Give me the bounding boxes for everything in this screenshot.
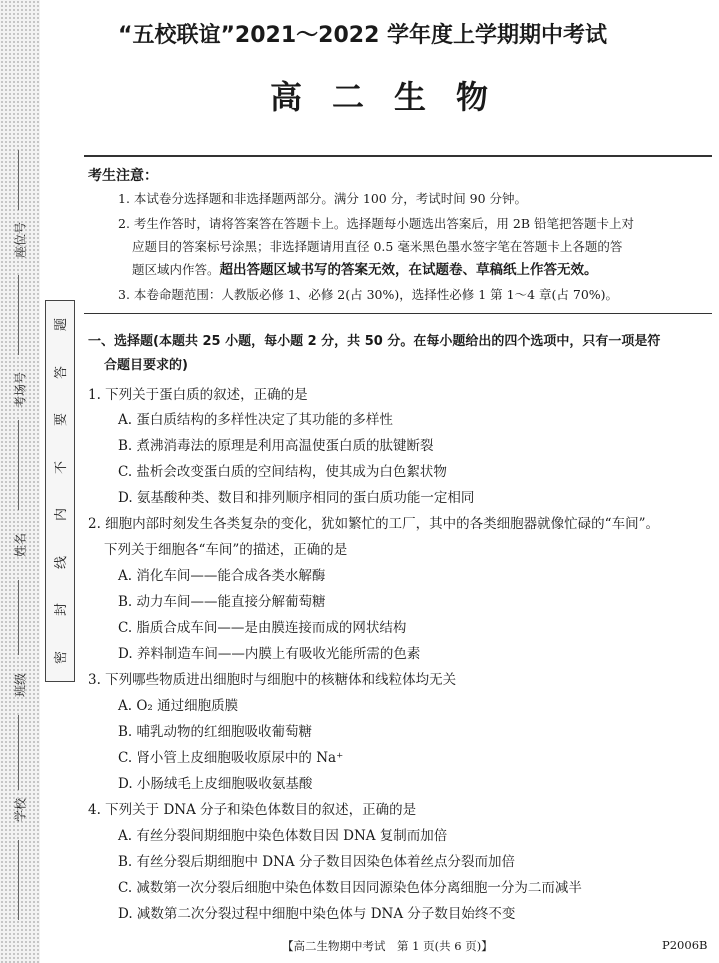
question-stem: 3. 下列哪些物质进出细胞时与细胞中的核糖体和线粒体均无关 xyxy=(88,672,457,688)
question-stem: 4. 下列关于 DNA 分子和染色体数目的叙述，正确的是 xyxy=(88,802,417,818)
notice-item: 2. 考生作答时，请将答案答在答题卡上。选择题每小题选出答案后，用 2B 铅笔把答题卡上对 xyxy=(118,216,634,231)
fill-line xyxy=(18,715,19,790)
fill-line xyxy=(18,580,19,655)
question-option: D. 小肠绒毛上皮细胞吸收氨基酸 xyxy=(118,776,313,792)
question-option: C. 肾小管上皮细胞吸收原尿中的 Na⁺ xyxy=(118,750,344,766)
school-label: 学校 xyxy=(13,797,28,823)
header-rule xyxy=(84,155,712,157)
question-option: A. 蛋白质结构的多样性决定了其功能的多样性 xyxy=(118,412,393,428)
class-label: 班级 xyxy=(13,672,28,698)
question-option: D. 养料制造车间——内膜上有吸收光能所需的色素 xyxy=(118,646,421,662)
question-option: D. 减数第二次分裂过程中细胞中染色体与 DNA 分子数目始终不变 xyxy=(118,906,516,922)
seal-char: 密 xyxy=(54,650,70,664)
fill-line xyxy=(18,420,19,510)
notice-item: 3. 本卷命题范围：人教版必修 1、必修 2(占 30%)，选择性必修 1 第 1～4 章(占 70%)。 xyxy=(118,287,619,302)
question-stem: 1. 下列关于蛋白质的叙述，正确的是 xyxy=(88,387,308,403)
seal-char: 题 xyxy=(54,318,70,332)
section-heading: 一、选择题(本题共 25 小题，每小题 2 分，共 50 分。在每小题给出的四个选项中，只有一项是符 xyxy=(88,334,661,349)
question-option: B. 有丝分裂后期细胞中 DNA 分子数目因染色体着丝点分裂而加倍 xyxy=(118,854,515,870)
question-stem: 2. 细胞内部时刻发生各类复杂的变化，犹如繁忙的工厂，其中的各类细胞器就像忙碌的“车间”。 xyxy=(88,516,659,532)
question-option: B. 动力车间——能直接分解葡萄糖 xyxy=(118,594,326,610)
question-option: A. 消化车间——能合成各类水解酶 xyxy=(118,568,326,584)
name-label: 姓名 xyxy=(13,532,28,558)
fill-line xyxy=(18,840,19,920)
notice-item xyxy=(132,259,598,281)
question-option: A. O₂ 通过细胞质膜 xyxy=(118,698,239,714)
notice-rule xyxy=(84,313,712,314)
subject-title: 高二生物 xyxy=(270,78,519,116)
notice-bold-warning: 超出答题区域书写的答案无效，在试题卷、草稿纸上作答无效。 xyxy=(219,262,598,278)
question-option: A. 有丝分裂间期细胞中染色体数目因 DNA 复制而加倍 xyxy=(118,828,448,844)
seal-line-box xyxy=(45,300,75,682)
seal-char: 不 xyxy=(54,460,70,474)
page-footer: 【高二生物期中考试 第 1 页(共 6 页)】 xyxy=(282,939,493,953)
seal-char: 答 xyxy=(54,365,70,379)
notice-title: 考生注意： xyxy=(88,168,158,184)
question-option: C. 减数第一次分裂后细胞中染色体数目因同源染色体分离细胞一分为二而减半 xyxy=(118,880,582,896)
section-heading-cont: 合题目要求的) xyxy=(104,358,188,373)
question-option: B. 煮沸消毒法的原理是利用高温使蛋白质的肽键断裂 xyxy=(118,438,434,454)
question-option: C. 脂质合成车间——是由膜连接而成的网状结构 xyxy=(118,620,407,636)
seal-char: 要 xyxy=(54,413,70,427)
seal-char: 线 xyxy=(54,555,70,569)
notice-item: 应题目的答案标号涂黑；非选择题请用直径 0.5 毫米黑色墨水签字笔在答题卡上各题的答 xyxy=(132,239,623,254)
seal-char: 封 xyxy=(54,603,70,617)
fill-line xyxy=(18,275,19,355)
fill-line xyxy=(18,150,19,210)
exam-title: “五校联谊”2021～2022 学年度上学期期中考试 xyxy=(118,23,608,48)
exam-room-label: 考场号 xyxy=(13,371,28,409)
paper-code: P2006B xyxy=(662,938,708,952)
question-option: D. 氨基酸种类、数目和排列顺序相同的蛋白质功能一定相同 xyxy=(118,490,475,506)
seal-char: 内 xyxy=(54,508,70,522)
question-stem-cont: 下列关于细胞各“车间”的描述，正确的是 xyxy=(104,542,348,558)
question-option: B. 哺乳动物的红细胞吸收葡萄糖 xyxy=(118,724,313,740)
notice-item: 1. 本试卷分选择题和非选择题两部分。满分 100 分，考试时间 90 分钟。 xyxy=(118,191,528,206)
notice-item-text: 题区域内作答。 xyxy=(132,262,220,277)
seat-number-label: 座位号 xyxy=(13,221,28,259)
question-option: C. 盐析会改变蛋白质的空间结构，使其成为白色絮状物 xyxy=(118,464,447,480)
